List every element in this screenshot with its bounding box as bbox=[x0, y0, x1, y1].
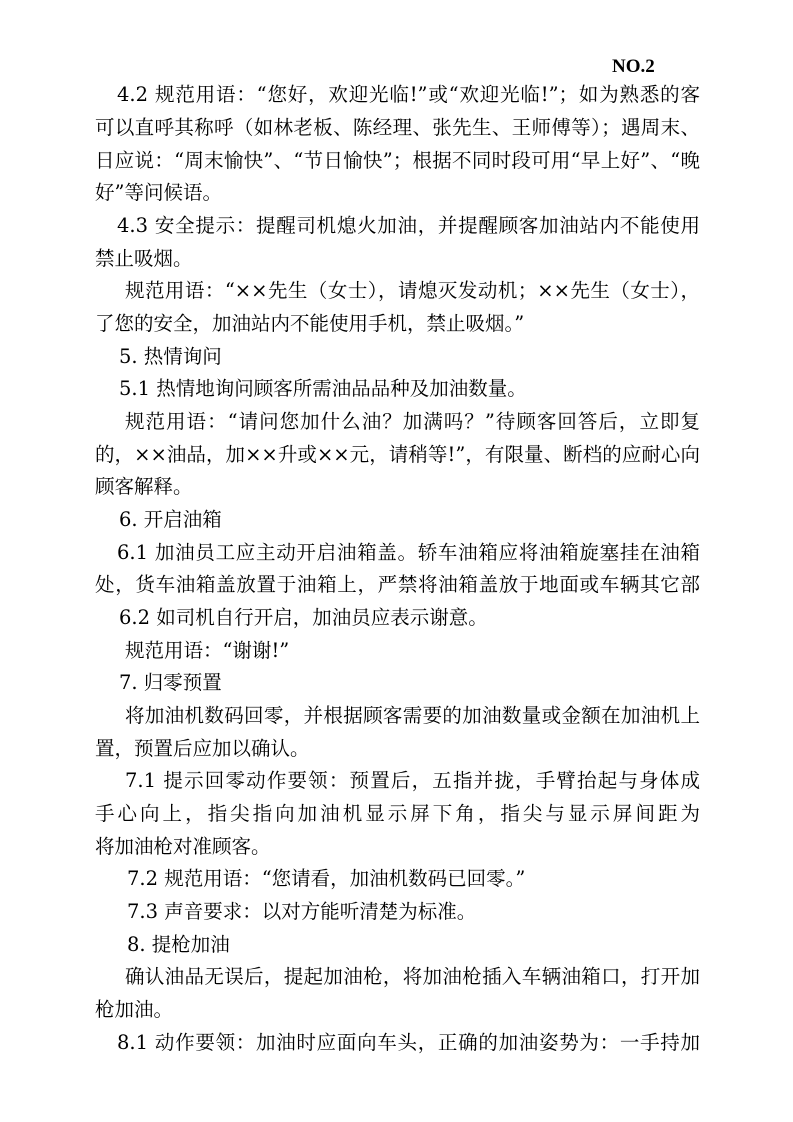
text-line: 规范用语：“请问您加什么油？加满吗？”待顾客回答后，立即复 bbox=[125, 410, 700, 433]
section-heading: 6. 开启油箱 bbox=[119, 508, 222, 531]
text-line: 的，××油品，加××升或××元，请稍等!”，有限量、断档的应耐心向 bbox=[95, 443, 700, 466]
text-line: 确认油品无误后，提起加油枪，将加油枪插入车辆油箱口，打开加 bbox=[125, 965, 700, 988]
text-line: 手心向上，指尖指向加油机显示屏下角，指尖与显示屏间距为 bbox=[95, 802, 700, 825]
text-line: 枪加油。 bbox=[95, 998, 174, 1021]
text-line: 6.2 如司机自行开启，加油员应表示谢意。 bbox=[119, 606, 488, 629]
section-heading: 8. 提枪加油 bbox=[127, 933, 230, 956]
text-line: 可以直呼其称呼（如林老板、陈经理、张先生、王师傅等）；遇周末、 bbox=[95, 116, 700, 139]
text-line: 7.2 规范用语：“您请看，加油机数码已回零。” bbox=[127, 867, 526, 890]
text-line: 处，货车油箱盖放置于油箱上，严禁将油箱盖放于地面或车辆其它部 bbox=[95, 573, 700, 596]
text-line: 7.3 声音要求：以对方能听清楚为标准。 bbox=[127, 900, 477, 923]
text-line: 4.2 规范用语：“您好，欢迎光临!”或“欢迎光临!”；如为熟悉的客 bbox=[117, 83, 700, 106]
text-line: 好”等问候语。 bbox=[95, 181, 222, 204]
text-line: 规范用语：“谢谢!” bbox=[125, 639, 290, 662]
section-heading: 7. 归零预置 bbox=[119, 671, 222, 694]
text-line: 日应说：“周末愉快”、“节日愉快”；根据不同时段可用“早上好”、“晚 bbox=[95, 149, 700, 172]
text-line: 禁止吸烟。 bbox=[95, 247, 193, 270]
text-line: 规范用语：“××先生（女士），请熄灭发动机；××先生（女士）， bbox=[125, 279, 700, 302]
text-line: 置，预置后应加以确认。 bbox=[95, 737, 310, 760]
text-line: 了您的安全，加油站内不能使用手机，禁止吸烟。” bbox=[95, 312, 525, 335]
text-line: 7.1 提示回零动作要领：预置后，五指并拢，手臂抬起与身体成 bbox=[125, 769, 700, 792]
text-line: 4.3 安全提示：提醒司机熄火加油，并提醒顾客加油站内不能使用 bbox=[117, 214, 700, 237]
section-heading: 5. 热情询问 bbox=[119, 345, 222, 368]
text-line: 将加油枪对准顾客。 bbox=[95, 835, 271, 858]
text-line: 将加油机数码回零，并根据顾客需要的加油数量或金额在加油机上 bbox=[125, 704, 700, 727]
text-line: 6.1 加油员工应主动开启油箱盖。轿车油箱应将油箱旋塞挂在油箱 bbox=[117, 541, 700, 564]
text-line: 5.1 热情地询问顾客所需油品品种及加油数量。 bbox=[119, 377, 527, 400]
page-number: NO.2 bbox=[612, 56, 655, 77]
text-line: 顾客解释。 bbox=[95, 475, 193, 498]
text-line: 8.1 动作要领：加油时应面向车头，正确的加油姿势为：一手持加 bbox=[117, 1031, 700, 1054]
